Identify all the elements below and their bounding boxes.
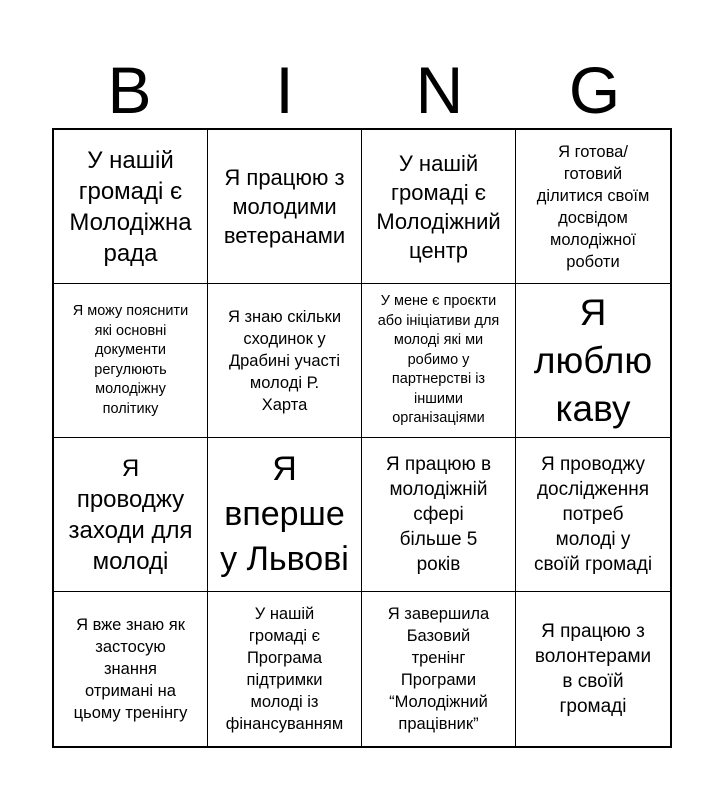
bingo-header xyxy=(52,52,672,128)
bingo-cell[interactable] xyxy=(516,284,670,438)
bingo-cell-text: Я люблю каву xyxy=(533,291,653,429)
bingo-cell-text: Я вже знаю як застосую знання отримані на цьому тренінгу xyxy=(73,616,188,722)
bingo-cell-text: Я працюю з молодими ветеранами xyxy=(223,165,346,248)
bingo-cell[interactable] xyxy=(208,130,362,284)
bingo-cell[interactable] xyxy=(516,592,670,746)
bingo-cell-text: У нашій громаді є Програма підтримки молоді із фінансуванням xyxy=(225,605,344,733)
bingo-cell-text: Я вперше у Львові xyxy=(220,450,349,578)
bingo-cell-text: Я можу пояснити які основні документи регулюють молодіжну політику xyxy=(72,303,189,417)
bingo-cell[interactable] xyxy=(362,130,516,284)
bingo-board xyxy=(52,128,672,748)
bingo-cell-text: У мене є проєкти або ініціативи для молоді які ми робимо у партнерстві із іншими організаціями xyxy=(377,293,500,427)
bingo-cell[interactable] xyxy=(54,438,208,592)
bingo-cell-text: У нашій громаді є Молодіжний центр xyxy=(376,150,501,263)
bingo-cell-text: Я завершила Базовий тренінг Програми “Молодіжний працівник” xyxy=(387,605,490,733)
bingo-cell[interactable] xyxy=(362,592,516,746)
bingo-cell[interactable] xyxy=(54,592,208,746)
bingo-cell[interactable] xyxy=(208,284,362,438)
bingo-cell[interactable] xyxy=(516,438,670,592)
bingo-cell[interactable] xyxy=(208,438,362,592)
bingo-cell-text: Я проводжу заходи для молоді xyxy=(68,454,193,575)
header-letter-i: I xyxy=(275,53,294,127)
bingo-cell[interactable] xyxy=(54,284,208,438)
bingo-cell[interactable] xyxy=(362,284,516,438)
bingo-cell-text: Я знаю скільки сходинок у Драбині участі молоді Р. Харта xyxy=(227,307,342,414)
bingo-cell-text: Я працюю в молодіжній сфері більше 5 років xyxy=(385,454,492,575)
bingo-cell[interactable] xyxy=(362,438,516,592)
bingo-cell[interactable] xyxy=(516,130,670,284)
bingo-cell-text: Я працюю з волонтерами в своїй громаді xyxy=(534,621,652,717)
bingo-cell-text: У нашій громаді є Молодіжна рада xyxy=(69,146,192,267)
header-letter-g: G xyxy=(568,53,621,127)
bingo-cell[interactable] xyxy=(208,592,362,746)
header-letter-n: N xyxy=(415,53,464,127)
bingo-cell[interactable] xyxy=(54,130,208,284)
header-letter-b: B xyxy=(107,53,152,127)
bingo-cell-text: Я проводжу дослідження потреб молоді у своїй громаді xyxy=(533,454,653,575)
bingo-cell-text: Я готова/ готовий ділитися своїм досвідом молодіжної роботи xyxy=(536,142,650,271)
